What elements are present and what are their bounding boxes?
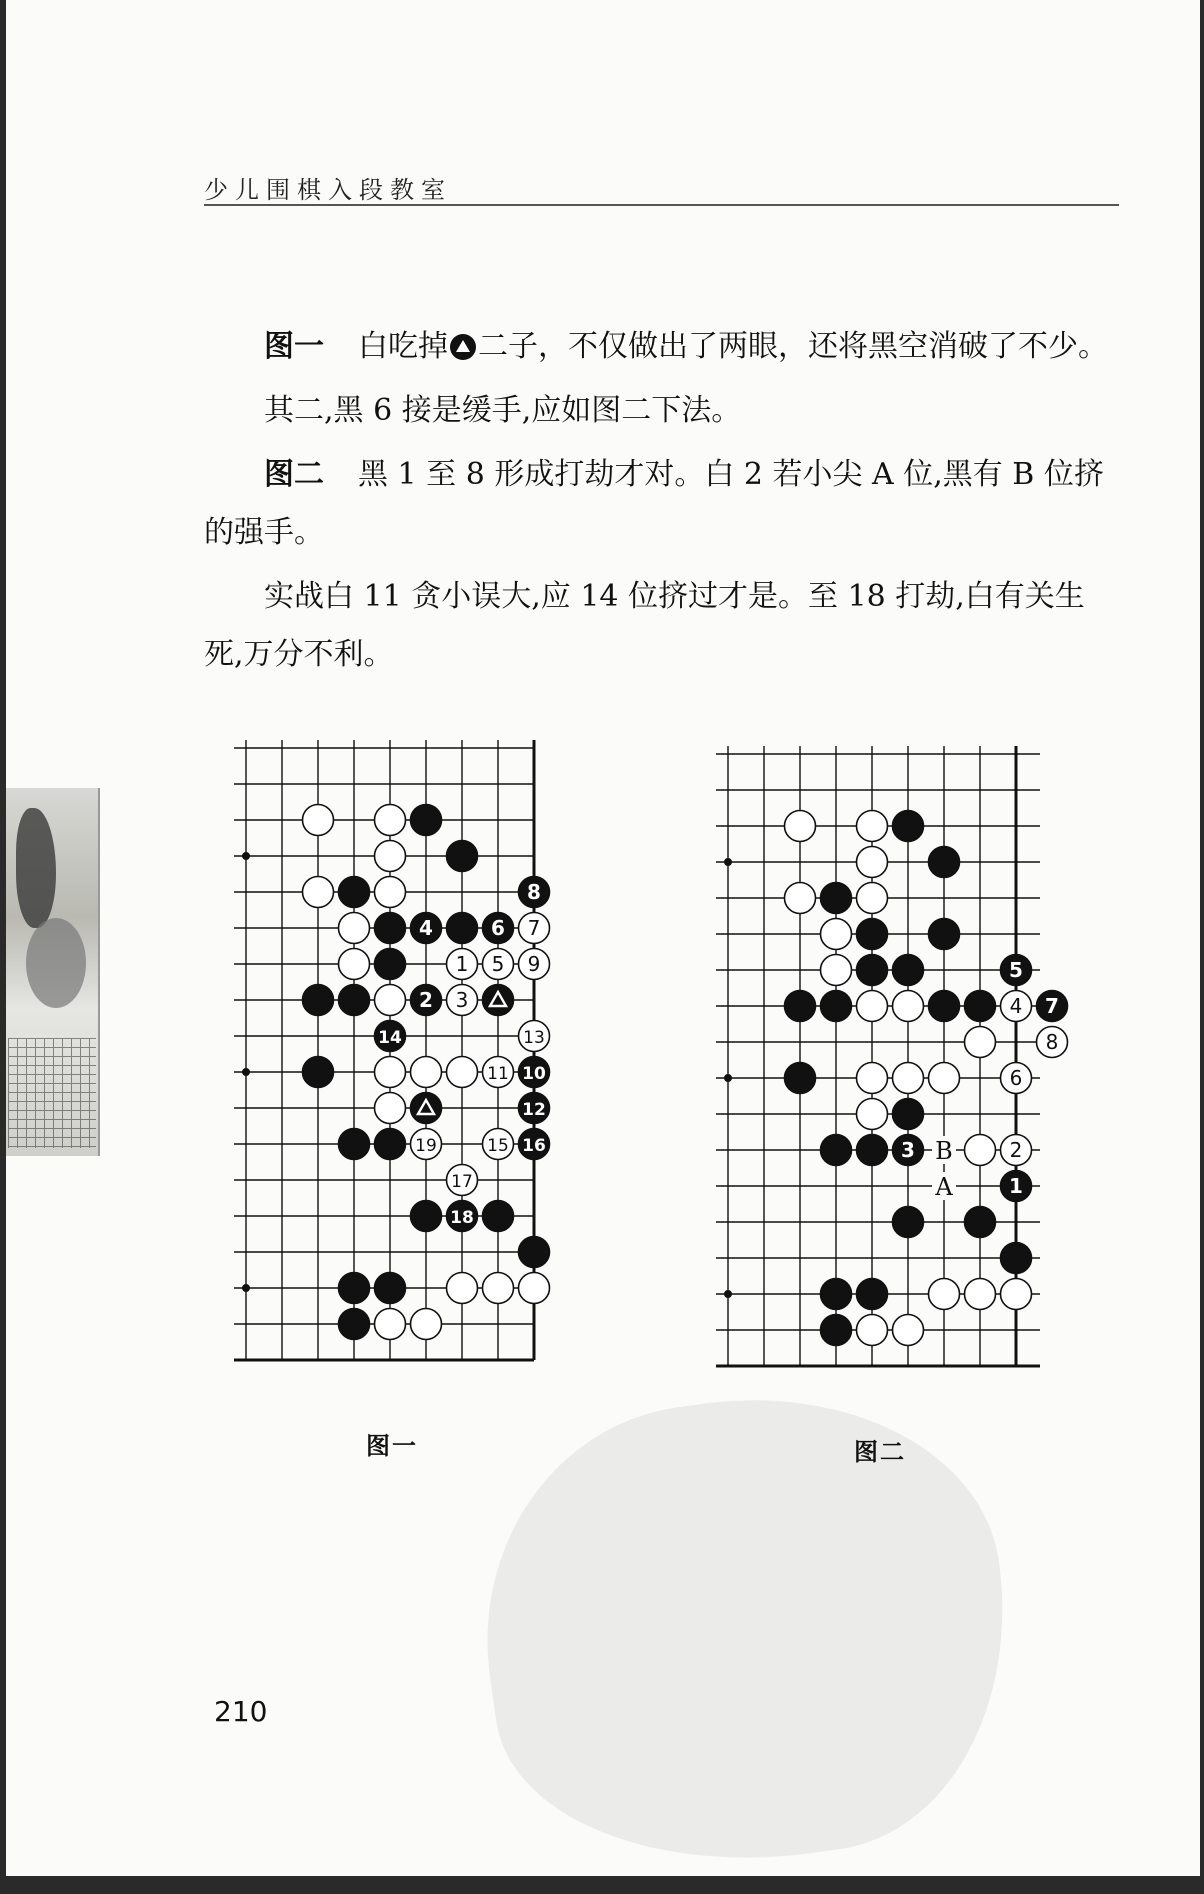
white-stone — [965, 1279, 996, 1310]
black-stone — [447, 913, 478, 944]
black-stone — [339, 985, 370, 1016]
move-number: 18 — [450, 1208, 474, 1228]
white-stone — [965, 1027, 996, 1058]
white-stone — [785, 883, 816, 914]
move-number: 16 — [522, 1136, 546, 1156]
white-stone — [519, 1021, 550, 1052]
move-number: 1 — [1009, 1174, 1023, 1198]
move-number: 12 — [522, 1100, 546, 1120]
side-photo — [6, 788, 100, 1156]
white-stone — [375, 877, 406, 908]
white-stone — [857, 847, 888, 878]
photo-figure — [16, 808, 56, 928]
move-number: 19 — [415, 1136, 437, 1156]
move-number: 7 — [1045, 994, 1059, 1018]
black-stone — [1001, 955, 1032, 986]
black-stone — [447, 1201, 478, 1232]
photo-figure-body — [26, 918, 86, 1008]
white-stone — [483, 949, 514, 980]
white-stone — [303, 805, 334, 836]
white-stone — [857, 883, 888, 914]
move-number: 9 — [527, 952, 541, 976]
white-stone — [857, 811, 888, 842]
black-stone — [411, 805, 442, 836]
move-number: 6 — [491, 916, 505, 940]
white-stone — [339, 913, 370, 944]
white-stone — [893, 991, 924, 1022]
white-stone — [1001, 1279, 1032, 1310]
move-number: 8 — [1045, 1030, 1059, 1054]
black-stone — [857, 955, 888, 986]
white-stone — [411, 1129, 442, 1160]
black-stone — [375, 949, 406, 980]
white-stone — [821, 955, 852, 986]
black-stone — [785, 1063, 816, 1094]
move-number: 14 — [378, 1028, 402, 1048]
black-stone — [893, 1207, 924, 1238]
black-stone — [303, 985, 334, 1016]
move-number: 5 — [1009, 958, 1023, 982]
point-letter-label: B — [935, 1137, 953, 1165]
move-number: 7 — [527, 916, 541, 940]
black-stone — [519, 877, 550, 908]
black-stone — [483, 913, 514, 944]
white-stone — [447, 1057, 478, 1088]
body-text — [204, 318, 1119, 690]
white-stone — [411, 1057, 442, 1088]
figure-label: 图一 — [264, 329, 324, 364]
paragraph-text: 黑 1 至 8 形成打劫才对。白 2 若小尖 A 位,黑有 B 位挤的强手。 — [204, 457, 1104, 550]
white-stone — [483, 1129, 514, 1160]
paragraph — [204, 568, 1119, 684]
go-diagram-2 — [714, 746, 1086, 1400]
black-stone — [893, 1099, 924, 1130]
white-stone — [375, 1057, 406, 1088]
black-stone — [893, 811, 924, 842]
black-stone — [375, 1021, 406, 1052]
paragraph-text: 其二,黑 6 接是缓手,应如图二下法。 — [264, 393, 742, 428]
move-number: 10 — [522, 1064, 546, 1084]
paragraph — [204, 446, 1119, 562]
white-stone — [785, 811, 816, 842]
running-title: 少儿围棋入段教室 — [204, 176, 452, 204]
move-number: 11 — [487, 1064, 509, 1084]
black-stone — [1037, 991, 1068, 1022]
black-stone — [785, 991, 816, 1022]
black-stone — [339, 1273, 370, 1304]
diagram-caption-2: 图二 — [854, 1438, 906, 1466]
paragraph-text-lead: 白吃掉 — [358, 329, 448, 364]
black-stone — [339, 1129, 370, 1160]
paragraph-text: 实战白 11 贪小误大,应 14 位挤过才是。至 18 打劫,白有关生死,万分不利。 — [204, 579, 1085, 672]
white-stone — [893, 1063, 924, 1094]
black-stone — [857, 1135, 888, 1166]
move-number: 6 — [1009, 1066, 1023, 1090]
star-point — [724, 1290, 732, 1298]
black-stone — [303, 1057, 334, 1088]
star-point — [242, 1284, 250, 1292]
black-stone — [411, 913, 442, 944]
white-stone — [857, 1099, 888, 1130]
go-diagram-1 — [230, 740, 570, 1394]
point-letter-label: A — [935, 1173, 953, 1201]
black-stone — [1001, 1171, 1032, 1202]
white-stone — [483, 1057, 514, 1088]
white-stone — [411, 1309, 442, 1340]
white-stone — [1001, 1063, 1032, 1094]
black-stone — [821, 1279, 852, 1310]
white-stone — [483, 1273, 514, 1304]
white-stone — [447, 1165, 478, 1196]
black-stone — [375, 1129, 406, 1160]
white-stone — [857, 991, 888, 1022]
white-stone — [375, 1093, 406, 1124]
black-stone — [893, 955, 924, 986]
black-triangle-stone-icon — [450, 334, 476, 360]
white-stone — [303, 877, 334, 908]
star-point — [724, 1074, 732, 1082]
white-stone — [1037, 1027, 1068, 1058]
move-number: 5 — [491, 952, 505, 976]
paragraph-text: 二子，不仅做出了两眼，还将黑空消破了不少。 — [478, 329, 1108, 364]
black-stone — [447, 841, 478, 872]
white-stone — [339, 949, 370, 980]
white-stone — [375, 1309, 406, 1340]
diagram-caption-1: 图一 — [366, 1432, 418, 1460]
white-stone — [447, 985, 478, 1016]
black-stone — [965, 1207, 996, 1238]
header-rule — [204, 204, 1119, 206]
black-stone — [821, 1315, 852, 1346]
move-number: 3 — [901, 1138, 915, 1162]
black-stone — [1001, 1243, 1032, 1274]
move-number: 13 — [523, 1028, 545, 1048]
book-page — [6, 0, 1200, 1876]
black-stone — [339, 877, 370, 908]
black-stone — [519, 1093, 550, 1124]
page-number: 210 — [214, 1695, 268, 1728]
move-number: 1 — [455, 952, 469, 976]
black-stone — [339, 1309, 370, 1340]
black-stone — [929, 847, 960, 878]
black-stone — [821, 991, 852, 1022]
move-number: 4 — [1009, 994, 1023, 1018]
paragraph — [204, 382, 1119, 440]
paragraph — [204, 318, 1119, 376]
black-stone — [821, 1135, 852, 1166]
black-stone — [519, 1237, 550, 1268]
star-point — [242, 1068, 250, 1076]
figure-label: 图二 — [264, 457, 324, 492]
black-stone — [519, 1057, 550, 1088]
black-stone — [893, 1135, 924, 1166]
white-stone — [893, 1315, 924, 1346]
black-stone — [411, 985, 442, 1016]
black-stone — [483, 985, 514, 1016]
white-stone — [375, 985, 406, 1016]
move-number: 3 — [455, 988, 469, 1012]
black-stone — [519, 1129, 550, 1160]
white-stone — [857, 1063, 888, 1094]
white-stone — [519, 949, 550, 980]
black-stone — [857, 919, 888, 950]
white-stone — [447, 1273, 478, 1304]
black-stone — [929, 919, 960, 950]
white-stone — [857, 1315, 888, 1346]
move-number: 2 — [1009, 1138, 1023, 1162]
white-stone — [519, 913, 550, 944]
move-number: 2 — [419, 988, 433, 1012]
white-stone — [821, 919, 852, 950]
white-stone — [447, 949, 478, 980]
black-stone — [411, 1201, 442, 1232]
white-stone — [1001, 991, 1032, 1022]
black-stone — [411, 1093, 442, 1124]
move-number: 15 — [487, 1136, 509, 1156]
black-stone — [483, 1201, 514, 1232]
watermark — [457, 1366, 1036, 1894]
black-stone — [965, 991, 996, 1022]
white-stone — [375, 805, 406, 836]
star-point — [242, 852, 250, 860]
black-stone — [375, 1273, 406, 1304]
move-number: 4 — [419, 916, 433, 940]
move-number: 17 — [451, 1172, 473, 1192]
white-stone — [929, 1063, 960, 1094]
move-number: 8 — [527, 880, 541, 904]
black-stone — [821, 883, 852, 914]
white-stone — [519, 1273, 550, 1304]
photo-go-board — [8, 1038, 96, 1148]
white-stone — [1001, 1135, 1032, 1166]
white-stone — [375, 841, 406, 872]
black-stone — [857, 1279, 888, 1310]
black-stone — [375, 913, 406, 944]
black-stone — [929, 991, 960, 1022]
white-stone — [929, 1279, 960, 1310]
white-stone — [965, 1135, 996, 1166]
star-point — [724, 858, 732, 866]
